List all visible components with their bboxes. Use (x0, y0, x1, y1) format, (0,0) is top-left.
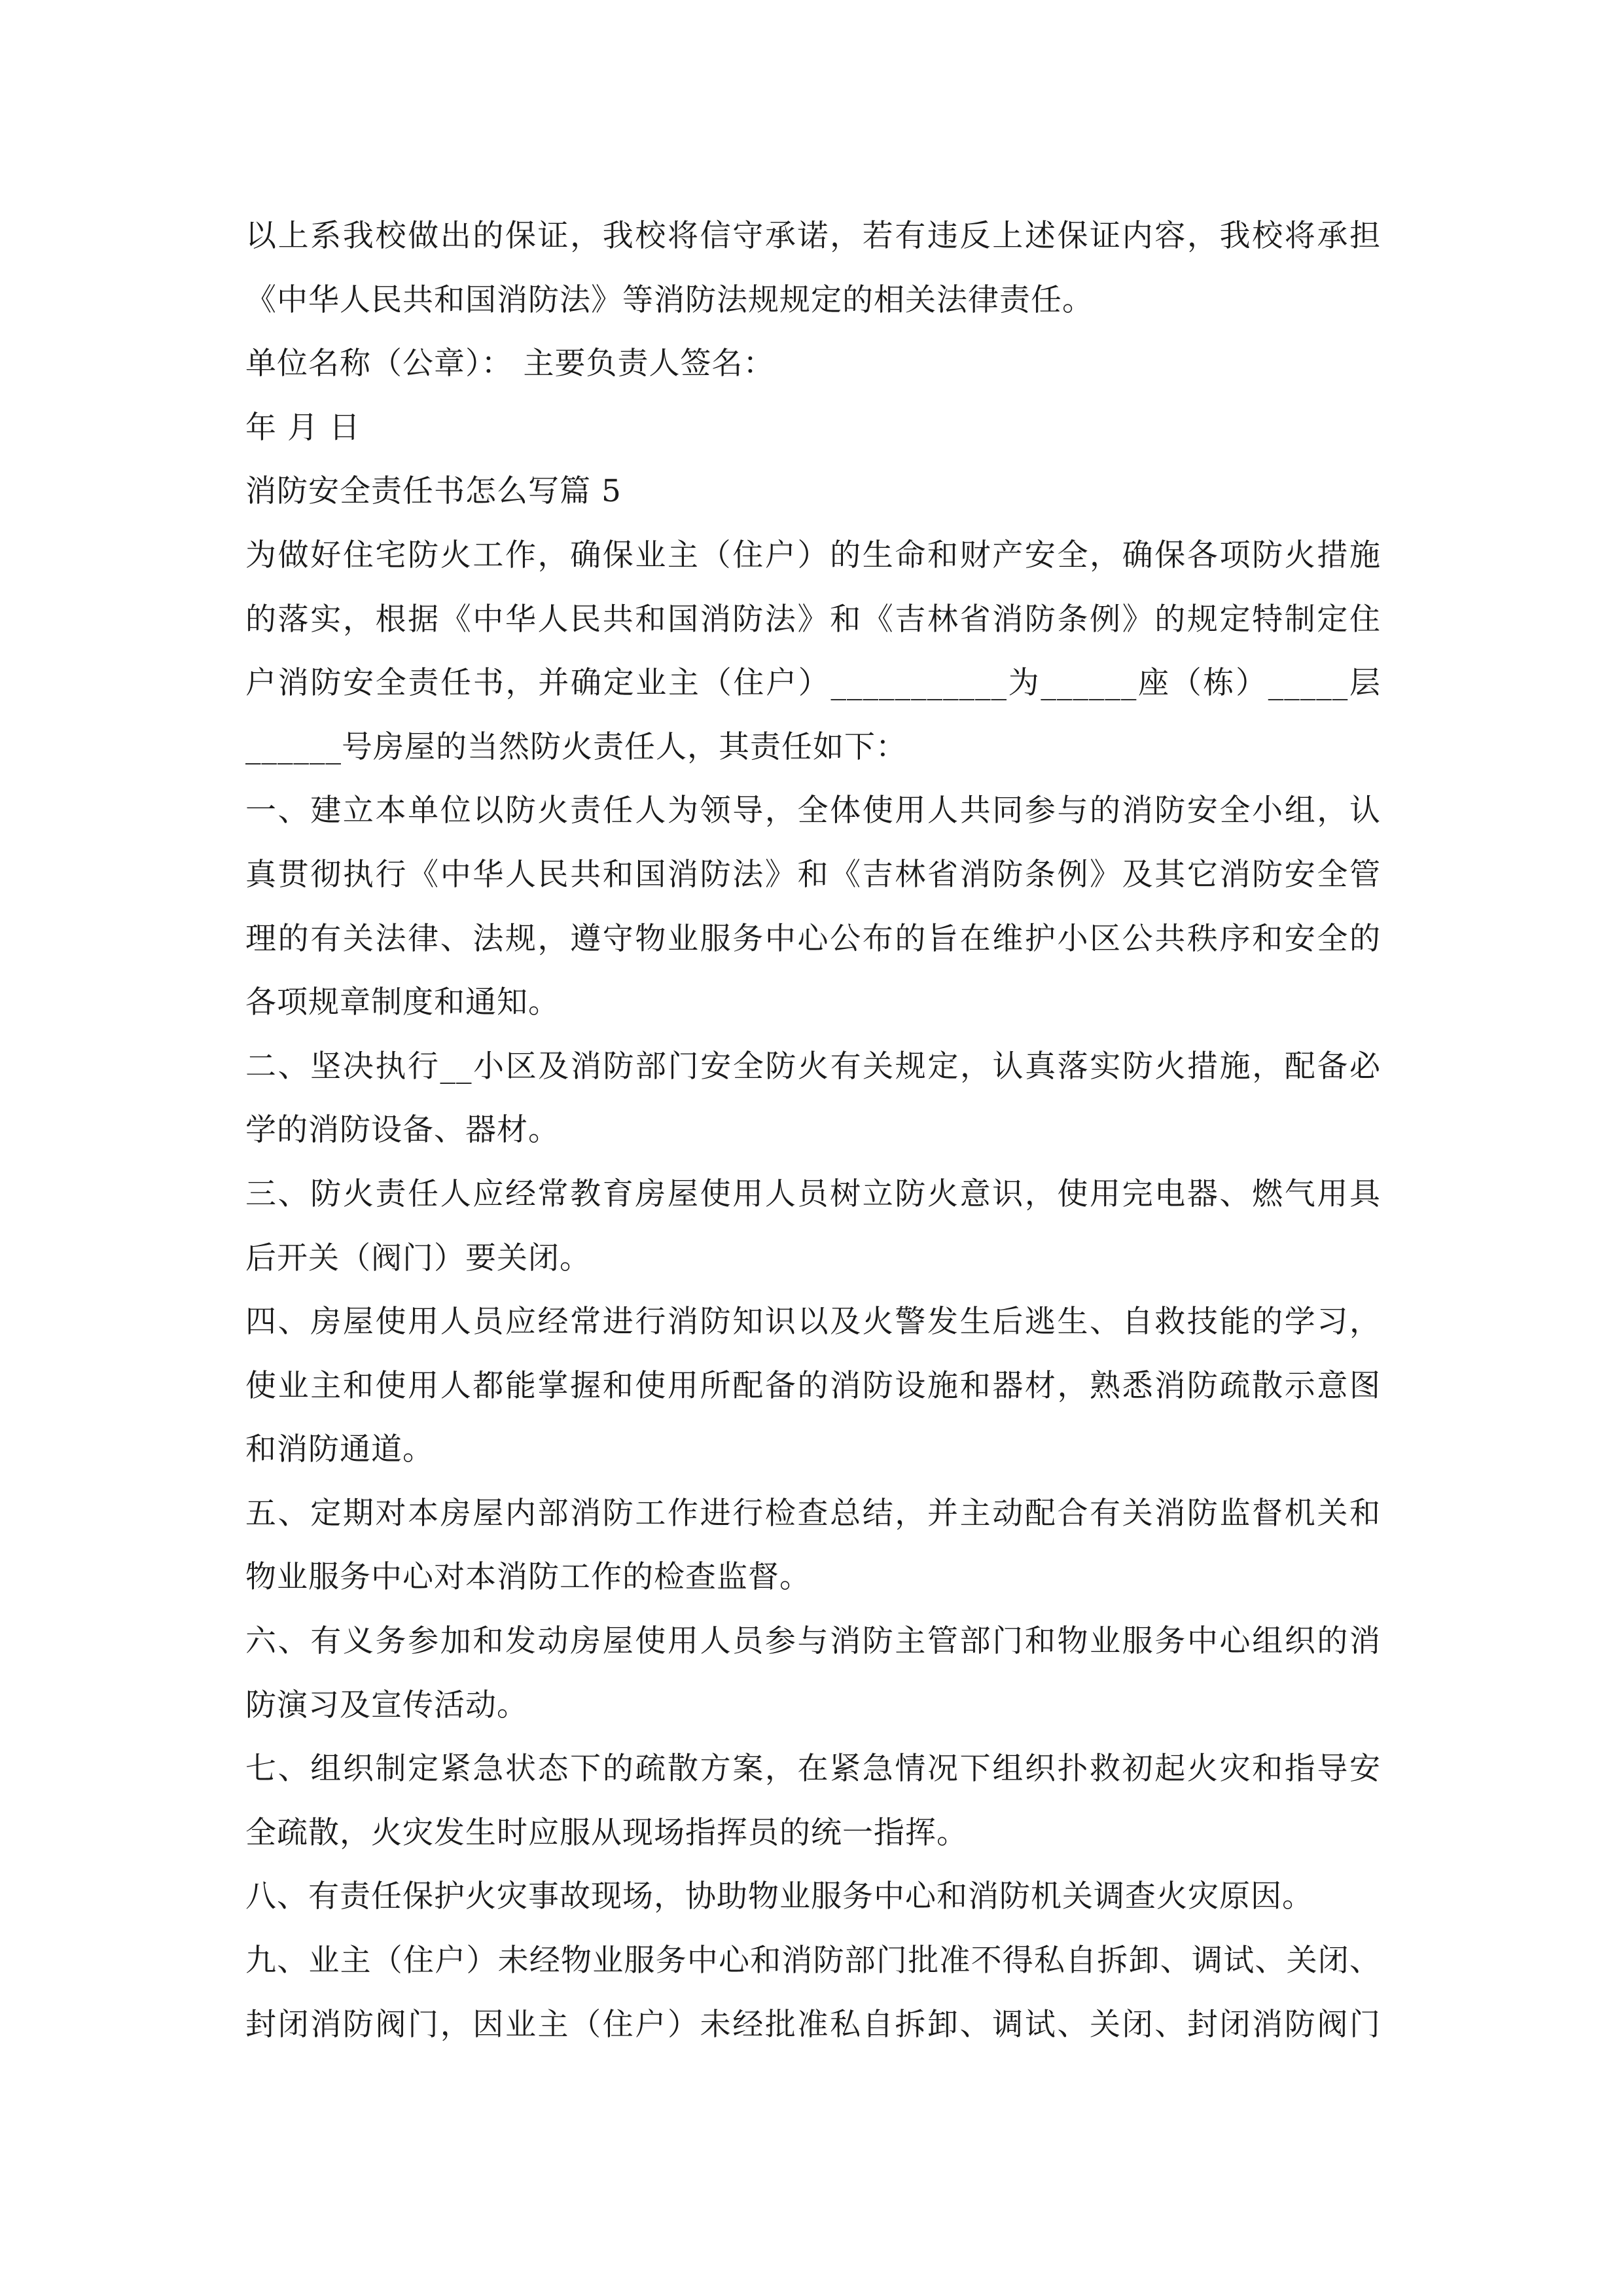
text-line: 的落实，根据《中华人民共和国消防法》和《吉林省消防条例》的规定特制定住 (245, 601, 1381, 637)
text-line: 各项规章制度和通知。 (245, 984, 560, 1021)
text-line: 三、防火责任人应经常教育房屋使用人员树立防火意识，使用完电器、燃气用具 (245, 1175, 1381, 1212)
text-line: 单位名称（公章）： 主要负责人签名： (245, 346, 775, 382)
text-line: 理的有关法律、法规，遵守物业服务中心公布的旨在维护小区公共秩序和安全的 (245, 920, 1381, 957)
text-line: 封闭消防阀门，因业主（住户）未经批准私自拆卸、调试、关闭、封闭消防阀门 (245, 2006, 1381, 2043)
text-line: 户消防安全责任书，并确定业主（住户）___________为______座（栋）_____层 (245, 665, 1381, 702)
text-line: 一、建立本单位以防火责任人为领导，全体使用人共同参与的消防安全小组，认 (245, 793, 1381, 829)
text-line: 和消防通道。 (245, 1431, 434, 1468)
text-line: 七、组织制定紧急状态下的疏散方案，在紧急情况下组织扑救初起火灾和指导安 (245, 1751, 1381, 1787)
text-line: 四、房屋使用人员应经常进行消防知识以及火警发生后逃生、自救技能的学习， (245, 1304, 1381, 1340)
document-body (245, 204, 1381, 2056)
text-line: 物业服务中心对本消防工作的检查监督。 (245, 1559, 811, 1596)
text-line: 以上系我校做出的保证，我校将信守承诺，若有违反上述保证内容，我校将承担 (245, 218, 1381, 254)
text-line: 《中华人民共和国消防法》等消防法规规定的相关法律责任。 (245, 281, 1094, 318)
text-line: 后开关（阀门）要关闭。 (245, 1240, 591, 1276)
text-line: 防演习及宣传活动。 (245, 1687, 528, 1723)
text-line: 真贯彻执行《中华人民共和国消防法》和《吉林省消防条例》及其它消防安全管 (245, 856, 1381, 893)
text-line: 年 月 日 (245, 409, 361, 446)
text-line: 八、有责任保护火灾事故现场，协助物业服务中心和消防机关调查火灾原因。 (245, 1878, 1313, 1915)
text-line: 九、业主（住户）未经物业服务中心和消防部门批准不得私自拆卸、调试、关闭、 (245, 1943, 1381, 1979)
text-line: 全疏散，火灾发生时应服从现场指挥员的统一指挥。 (245, 1814, 968, 1851)
text-line: 学的消防设备、器材。 (245, 1112, 560, 1149)
text-line: 六、有义务参加和发动房屋使用人员参与消防主管部门和物业服务中心组织的消 (245, 1623, 1381, 1660)
text-line: ______号房屋的当然防火责任人，其责任如下： (245, 728, 907, 765)
text-line: 二、坚决执行__小区及消防部门安全防火有关规定，认真落实防火措施，配备必 (245, 1048, 1381, 1085)
section-title: 消防安全责任书怎么写篇 5 (245, 473, 622, 510)
text-line: 五、定期对本房屋内部消防工作进行检查总结，并主动配合有关消防监督机关和 (245, 1495, 1381, 1532)
text-line: 为做好住宅防火工作，确保业主（住户）的生命和财产安全，确保各项防火措施 (245, 537, 1381, 573)
text-line: 使业主和使用人都能掌握和使用所配备的消防设施和器材，熟悉消防疏散示意图 (245, 1367, 1381, 1404)
